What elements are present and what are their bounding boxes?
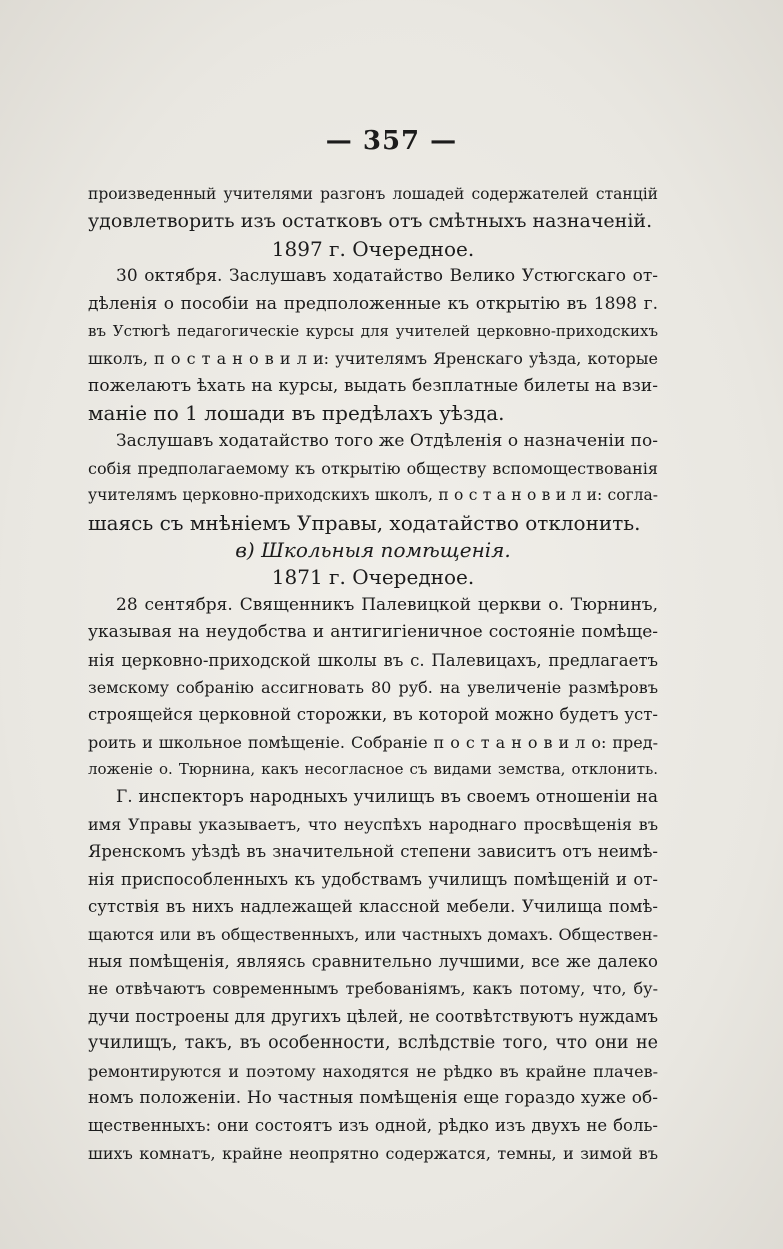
text-line: не отвѣчаютъ современнымъ требованiямъ, какъ потому, что, бу- <box>88 979 658 999</box>
text-line: пожелаютъ ѣхать на курсы, выдать безплатные билеты на взи- <box>88 375 658 396</box>
text-line: ложенiе о. Тюрнина, какъ несогласное съ видами земства, отклонить. <box>88 760 658 779</box>
text-line: ныя помѣщенiя, являясь сравнительно лучшими, все же далеко <box>88 951 658 971</box>
text-line: дѣленiя о пособiи на предположенные къ открытiю въ 1898 г. <box>88 293 658 314</box>
section-subheading: в) Школьныя помѣщенiя. <box>235 538 511 563</box>
text-line: щественныхъ: они состоятъ изъ одной, рѣдко изъ двухъ не боль- <box>88 1116 658 1136</box>
text-line: ремонтируются и поэтому находятся не рѣдко въ крайне плачев- <box>88 1061 658 1081</box>
text-line: въ Устюгѣ педагогическiе курсы для учителей церковно-приходскихъ <box>88 321 658 340</box>
text-line: собiя предполагаемому къ открытiю обществу вспомоществованiя <box>88 458 658 478</box>
text-line: удовлетворить изъ остатковъ отъ смѣтныхъ назначенiй. <box>88 210 653 233</box>
text-line: Г. инспекторъ народныхъ училищъ въ своемъ отношенiи на <box>116 786 658 807</box>
text-line: номъ положенiи. Но частныя помѣщенiя еще гораздо хуже об- <box>88 1087 658 1108</box>
text-line: нiя приспособленныхъ къ удобствамъ училищъ помѣщенiй и от- <box>88 869 658 889</box>
section-heading: 1897 г. Очередное. <box>271 236 475 261</box>
text-line: роить и школьное помѣщенiе. Собранiе п о с т а н о в и л о: пред- <box>88 732 658 752</box>
text-line: школъ, п о с т а н о в и л и: учителямъ Яренскаго уѣзда, которые <box>88 349 658 369</box>
text-line: 28 сентября. Священникъ Палевицкой церкви о. Тюрнинъ, <box>116 594 658 615</box>
text-line: Яренскомъ уѣздѣ въ значительной степени зависитъ отъ неимѣ- <box>88 842 658 862</box>
text-line: шаясь съ мнѣнiемъ Управы, ходатайство отклонить. <box>88 510 641 535</box>
text-line: манiе по 1 лошади въ предѣлахъ уѣзда. <box>88 401 505 426</box>
text-line: земскому собранiю ассигновать 80 руб. на увеличенiе размѣровъ <box>88 678 658 698</box>
text-line: щаются или въ общественныхъ, или частныхъ домахъ. Обществен- <box>88 924 658 944</box>
text-line: учителямъ церковно-приходскихъ школъ, п о с т а н о в и л и: согла- <box>88 486 658 505</box>
section-heading: 1871 г. Очередное. <box>271 565 475 590</box>
text-line: Заслушавъ ходатайство того же Отдѣленiя о назначенiи по- <box>116 430 658 451</box>
text-line: шихъ комнатъ, крайне неопрятно содержатся, темны, и зимой въ <box>88 1143 658 1163</box>
page-number: — 357 — <box>325 126 458 156</box>
page-body <box>88 181 658 1167</box>
text-line: нiя церковно-приходской школы въ с. Палевицахъ, предлагаетъ <box>88 650 658 670</box>
text-line: сутствiя въ нихъ надлежащей классной мебели. Училища помѣ- <box>88 897 658 917</box>
text-line: имя Управы указываетъ, что неуспѣхъ народнаго просвѣщенiя въ <box>88 814 658 834</box>
text-line: дучи построены для другихъ цѣлей, не соотвѣтствуютъ нуждамъ <box>88 1006 658 1026</box>
text-line: строящейся церковной сторожки, въ которой можно будетъ уст- <box>88 705 658 725</box>
text-line: училищъ, такъ, въ особенности, вслѣдствiе того, что они не <box>88 1033 658 1054</box>
text-line: указывая на неудобства и антигигiеничное состоянiе помѣще- <box>88 622 658 643</box>
text-line: произведенный учителями разгонъ лошадей содержателей станцiй <box>88 185 658 203</box>
text-line: 30 октября. Заслушавъ ходатайство Велико Устюгскаго от- <box>116 266 658 287</box>
